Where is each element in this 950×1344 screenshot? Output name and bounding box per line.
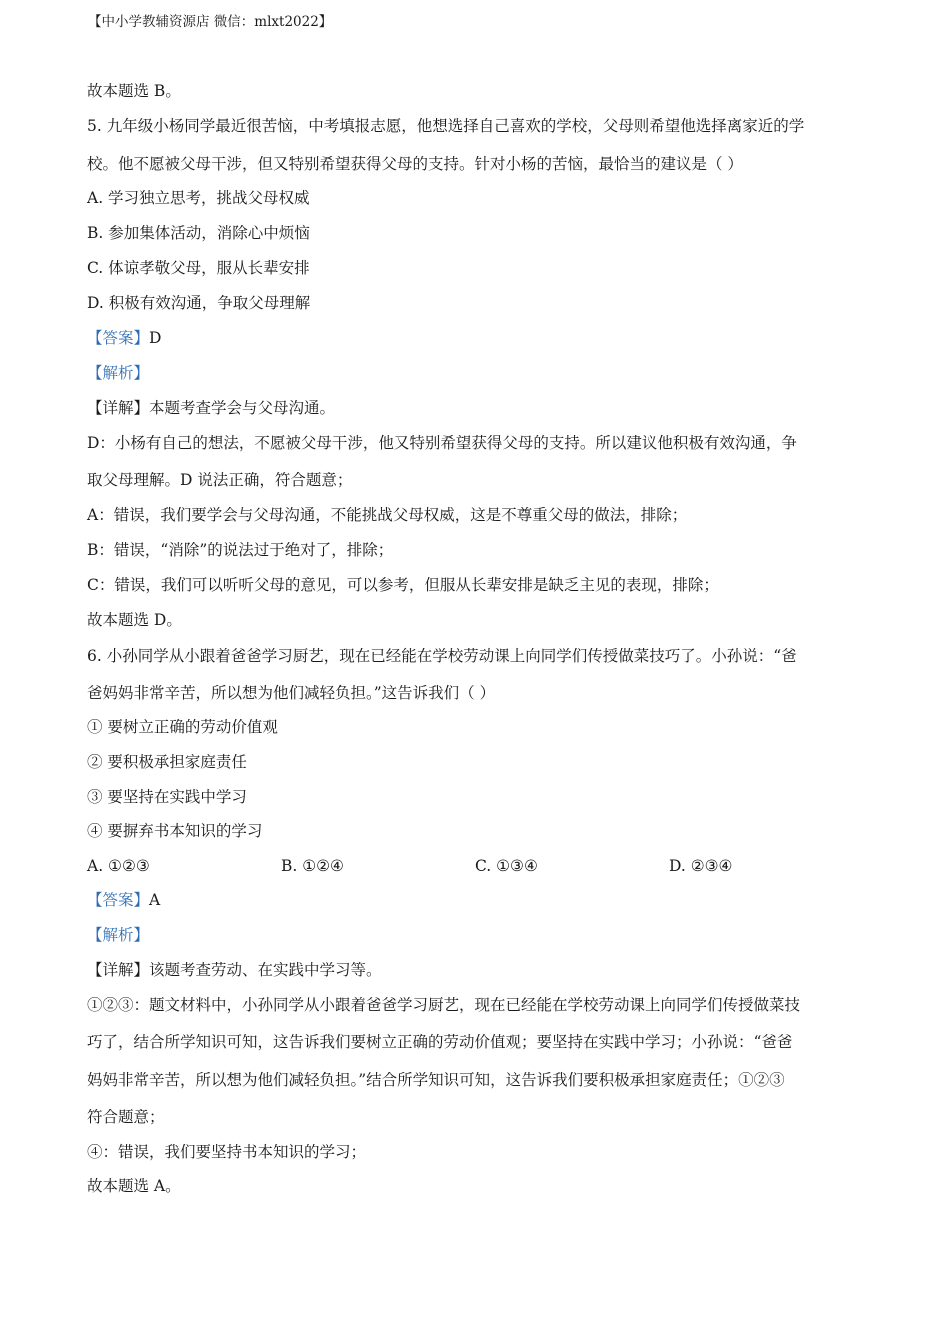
q5-answer-value: D	[149, 329, 162, 347]
q6-answer-tag: 【答案】	[87, 891, 150, 909]
q5-detail: 【详解】本题考查学会与父母沟通。	[87, 399, 336, 417]
q5-explain-c: C：错误，我们可以听听父母的意见，可以参考，但服从长辈安排是缺乏主见的表现，排除；	[87, 576, 719, 594]
q6-answer-value: A	[149, 891, 161, 909]
q6-choice-b: B. ①②④	[281, 857, 344, 875]
q6-detail: 【详解】该题考查劳动、在实践中学习等。	[87, 961, 382, 979]
q6-explain-line-2: 巧了，结合所学知识可知，这告诉我们要树立正确的劳动价值观；要坚持在实践中学习；小孙说：“爸爸	[87, 1033, 793, 1051]
q5-explain-b: B：错误，“消除”的说法过于绝对了，排除；	[87, 541, 394, 559]
q5-option-c: C. 体谅孝敬父母，服从长辈安排	[87, 259, 310, 277]
q5-explain-d-line-2: 取父母理解。D 说法正确，符合题意；	[87, 471, 353, 489]
q6-stem-line-2: 爸妈妈非常辛苦，所以想为他们减轻负担。”这告诉我们（ ）	[87, 684, 496, 702]
q5-option-a: A. 学习独立思考，挑战父母权威	[87, 189, 310, 207]
q5-stem-line-1: 5. 九年级小杨同学最近很苦恼，中考填报志愿，他想选择自己喜欢的学校，父母则希望他选择离家近的学	[87, 117, 805, 135]
q6-explain-line-3: 妈妈非常辛苦，所以想为他们减轻负担。”结合所学知识可知，这告诉我们要积极承担家庭责任；①②③	[87, 1071, 785, 1089]
q5-conclusion: 故本题选 D。	[87, 611, 182, 629]
q6-choice-d: D. ②③④	[669, 857, 733, 875]
q5-answer-line	[87, 328, 862, 348]
q5-analysis-tag: 【解析】	[87, 364, 150, 382]
page-header: 【中小学教辅资源店 微信：mlxt2022】	[88, 14, 333, 30]
q6-analysis-tag: 【解析】	[87, 926, 150, 944]
q6-explain-line-4: 符合题意；	[87, 1108, 165, 1126]
q6-statement-3: ③ 要坚持在实践中学习	[87, 788, 247, 806]
q6-explain-line-1: ①②③：题文材料中，小孙同学从小跟着爸爸学习厨艺，现在已经能在学校劳动课上向同学们传授做菜技	[87, 996, 801, 1014]
q6-answer-line	[87, 890, 862, 910]
q5-explain-d-line-1: D：小杨有自己的想法，不愿被父母干涉，他又特别希望获得父母的支持。所以建议他积极有效沟通，争	[87, 434, 797, 452]
q5-stem-line-2: 校。他不愿被父母干涉，但又特别希望获得父母的支持。针对小杨的苦恼，最恰当的建议是（ ）	[87, 155, 743, 173]
q5-answer-tag: 【答案】	[87, 329, 150, 347]
q6-statement-2: ② 要积极承担家庭责任	[87, 753, 247, 771]
q6-statement-1: ① 要树立正确的劳动价值观	[87, 718, 278, 736]
q5-explain-a: A：错误，我们要学会与父母沟通，不能挑战父母权威，这是不尊重父母的做法，排除；	[87, 506, 688, 524]
q6-conclusion: 故本题选 A。	[87, 1177, 181, 1195]
q6-stem-line-1: 6. 小孙同学从小跟着爸爸学习厨艺，现在已经能在学校劳动课上向同学们传授做菜技巧了。小孙说：“爸	[87, 647, 797, 665]
q5-option-b: B. 参加集体活动，消除心中烦恼	[87, 224, 310, 242]
q6-explain-4: ④：错误，我们要坚持书本知识的学习；	[87, 1143, 367, 1161]
q6-statement-4: ④ 要摒弃书本知识的学习	[87, 822, 263, 840]
q5-option-d: D. 积极有效沟通，争取父母理解	[87, 294, 311, 312]
prev-question-conclusion: 故本题选 B。	[87, 82, 181, 100]
q6-choice-c: C. ①③④	[475, 857, 538, 875]
q6-choice-a: A. ①②③	[87, 857, 150, 875]
